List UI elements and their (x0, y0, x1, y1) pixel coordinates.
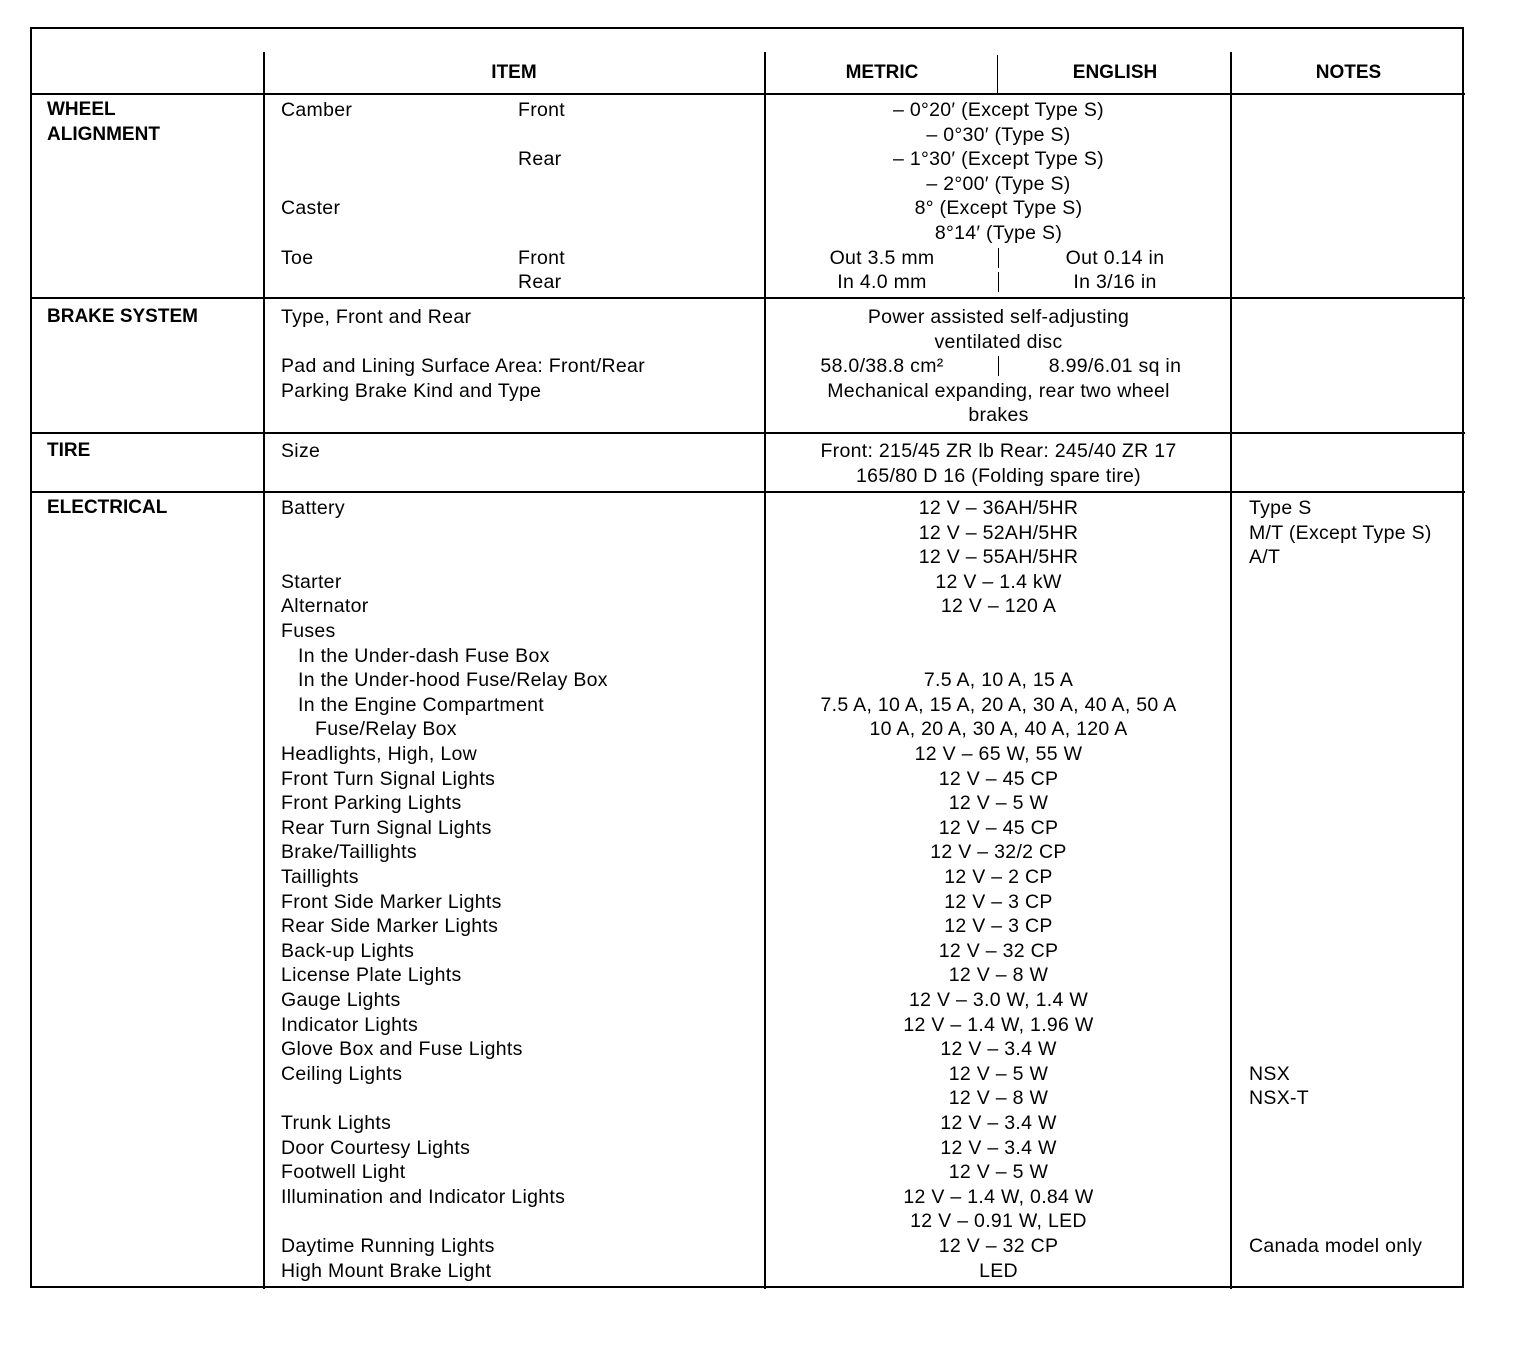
item-position: Front (518, 246, 566, 269)
header-metric: METRIC (845, 62, 919, 83)
spec-value: 12 V – 2 CP (944, 866, 1053, 888)
item-label: Rear Turn Signal Lights (281, 816, 492, 839)
spec-value: 12 V – 55AH/5HR (918, 546, 1079, 569)
table-row (0, 354, 1536, 379)
header-divider (30, 93, 1465, 95)
item-position: Rear (518, 271, 562, 294)
spec-value: 12 V – 32 CP (938, 939, 1059, 962)
table-row (0, 988, 1536, 1013)
table-row (0, 98, 1536, 123)
spec-value: 165/80 D 16 (Folding spare tire) (856, 464, 1141, 487)
table-row (0, 1259, 1536, 1284)
item-label: Taillights (281, 866, 359, 888)
item-label: Fuses (281, 620, 336, 642)
item-label: License Plate Lights (281, 964, 462, 987)
item-position: Rear (518, 148, 562, 171)
item-label: Caster (281, 197, 341, 220)
spec-value: 8° (Except Type S) (914, 197, 1083, 220)
spec-value: 12 V – 3.4 W (940, 1038, 1057, 1061)
table-row (0, 379, 1536, 404)
item-label: Footwell Light (281, 1161, 406, 1184)
table-row (0, 545, 1536, 570)
item-label: Brake/Taillights (281, 841, 417, 864)
item-label: Front Turn Signal Lights (281, 767, 496, 790)
table-row (0, 1086, 1536, 1111)
table-row (0, 1037, 1536, 1062)
spec-value: 10 A, 20 A, 30 A, 40 A, 120 A (869, 718, 1128, 741)
note-text: NSX-T (1249, 1087, 1309, 1110)
table-row (0, 1062, 1536, 1087)
table-row (0, 221, 1536, 246)
table-row (0, 1209, 1536, 1234)
table-row (0, 1185, 1536, 1210)
section-divider (30, 432, 1465, 434)
spec-value: 12 V – 3.4 W (940, 1136, 1057, 1159)
item-label: Battery (281, 497, 345, 519)
spec-value: 12 V – 52AH/5HR (918, 521, 1079, 544)
table-row (0, 668, 1536, 693)
table-row (0, 172, 1536, 197)
spec-value: 12 V – 1.4 W, 1.96 W (903, 1013, 1094, 1036)
item-label: Toe (281, 246, 314, 269)
item-label: Gauge Lights (281, 989, 401, 1011)
item-position: Front (518, 99, 566, 121)
table-row (0, 1234, 1536, 1259)
header-notes: NOTES (1315, 62, 1382, 83)
item-label: Camber (281, 99, 353, 121)
item-label: Headlights, High, Low (281, 743, 477, 765)
item-label: Rear Side Marker Lights (281, 915, 499, 938)
spec-value: 12 V – 0.91 W, LED (910, 1210, 1087, 1233)
section-label: ELECTRICAL (47, 497, 168, 518)
table-row (0, 742, 1536, 767)
item-label: In the Engine Compartment (298, 693, 544, 716)
spec-value: – 0°30′ (Type S) (926, 123, 1071, 146)
note-text: A/T (1249, 546, 1281, 569)
spec-value: – 2°00′ (Type S) (926, 172, 1071, 195)
item-label: Daytime Running Lights (281, 1235, 495, 1257)
spec-value: – 0°20′ (Except Type S) (893, 99, 1104, 121)
item-label: Indicator Lights (281, 1013, 419, 1036)
spec-value: Front: 215/45 ZR lb Rear: 245/40 ZR 17 (820, 440, 1177, 462)
item-label: Back-up Lights (281, 939, 415, 962)
item-label: Fuse/Relay Box (315, 718, 457, 741)
item-label: In the Under-dash Fuse Box (298, 644, 550, 667)
table-row (0, 123, 1536, 148)
table-row (0, 644, 1536, 669)
section-divider (30, 491, 1465, 493)
spec-value: 12 V – 3.0 W, 1.4 W (908, 989, 1089, 1011)
spec-value: 12 V – 8 W (948, 964, 1049, 987)
spec-value: 12 V – 5 W (948, 1062, 1049, 1085)
table-row (0, 816, 1536, 841)
item-label: Type, Front and Rear (281, 306, 472, 328)
table-row (0, 1136, 1536, 1161)
spec-value: 12 V – 1.4 W, 0.84 W (903, 1185, 1094, 1208)
spec-value: 12 V – 45 CP (938, 816, 1059, 839)
item-label: Illumination and Indicator Lights (281, 1185, 566, 1208)
item-label: Size (281, 440, 321, 462)
spec-value: 7.5 A, 10 A, 15 A, 20 A, 30 A, 40 A, 50 A (820, 693, 1177, 716)
table-row (0, 693, 1536, 718)
table-row (0, 1013, 1536, 1038)
english-value: In 3/16 in (1073, 271, 1157, 294)
spec-value: 12 V – 45 CP (938, 767, 1059, 790)
table-row (0, 196, 1536, 221)
table-row (0, 147, 1536, 172)
section-label: WHEEL (47, 99, 116, 120)
note-text: M/T (Except Type S) (1249, 521, 1432, 544)
spec-value: 12 V – 3.4 W (940, 1112, 1057, 1134)
spec-value: 12 V – 5 W (948, 1161, 1049, 1184)
table-row (0, 1160, 1536, 1185)
item-label: Ceiling Lights (281, 1062, 403, 1085)
item-label: High Mount Brake Light (281, 1259, 492, 1282)
table-row (0, 521, 1536, 546)
spec-value: brakes (968, 404, 1029, 427)
table-row (0, 464, 1536, 489)
spec-value: Power assisted self-adjusting (867, 306, 1130, 328)
table-row (0, 890, 1536, 915)
spec-value: – 1°30′ (Except Type S) (893, 148, 1104, 171)
spec-value: 12 V – 3 CP (944, 890, 1053, 913)
english-value: Out 0.14 in (1065, 246, 1165, 269)
item-label: Alternator (281, 595, 369, 618)
item-label: Front Parking Lights (281, 792, 462, 815)
note-text: Canada model only (1249, 1235, 1423, 1257)
table-row (0, 717, 1536, 742)
table-row (0, 330, 1536, 355)
section-label: TIRE (47, 440, 91, 461)
note-text: NSX (1249, 1062, 1290, 1085)
table-row (0, 840, 1536, 865)
item-label: Starter (281, 570, 342, 593)
spec-value: 12 V – 32/2 CP (930, 841, 1067, 864)
table-row (0, 619, 1536, 644)
table-row (0, 246, 1536, 271)
item-label: Door Courtesy Lights (281, 1136, 471, 1159)
header-item: ITEM (491, 62, 537, 83)
note-text: Type S (1249, 497, 1312, 519)
spec-value: 12 V – 36AH/5HR (918, 497, 1079, 519)
header-english: ENGLISH (1072, 62, 1158, 83)
spec-value: 12 V – 5 W (948, 792, 1049, 815)
spec-value: Mechanical expanding, rear two wheel (827, 379, 1170, 402)
spec-value: 7.5 A, 10 A, 15 A (923, 669, 1074, 692)
item-label: Trunk Lights (281, 1112, 392, 1134)
section-divider (30, 297, 1465, 299)
item-label: Glove Box and Fuse Lights (281, 1038, 523, 1061)
table-row (0, 594, 1536, 619)
spec-value: 12 V – 32 CP (938, 1235, 1059, 1257)
table-row (0, 270, 1536, 295)
item-label: Pad and Lining Surface Area: Front/Rear (281, 355, 645, 378)
table-row (0, 914, 1536, 939)
table-row (0, 1111, 1536, 1136)
metric-value: 58.0/38.8 cm² (820, 355, 944, 378)
item-label: Front Side Marker Lights (281, 890, 502, 913)
spec-value: 8°14′ (Type S) (934, 222, 1063, 244)
table-row (0, 496, 1536, 521)
spec-value: 12 V – 3 CP (944, 915, 1053, 938)
table-row (0, 767, 1536, 792)
metric-value: Out 3.5 mm (829, 246, 935, 269)
table-row (0, 403, 1536, 428)
section-label: ALIGNMENT (47, 123, 160, 145)
table-row (0, 439, 1536, 464)
item-label: In the Under-hood Fuse/Relay Box (298, 669, 608, 692)
english-value: 8.99/6.01 sq in (1048, 355, 1182, 378)
spec-value: 12 V – 120 A (940, 595, 1057, 618)
table-row (0, 963, 1536, 988)
table-row (0, 791, 1536, 816)
spec-value: 12 V – 1.4 kW (935, 570, 1062, 593)
metric-value: In 4.0 mm (837, 271, 927, 294)
table-row (0, 305, 1536, 330)
table-row (0, 939, 1536, 964)
table-row (0, 570, 1536, 595)
spec-value: ventilated disc (934, 330, 1063, 353)
spec-value: LED (979, 1259, 1018, 1282)
spec-value: 12 V – 8 W (948, 1087, 1049, 1110)
spec-value: 12 V – 65 W, 55 W (914, 743, 1083, 765)
item-label: Parking Brake Kind and Type (281, 379, 542, 402)
table-row (0, 865, 1536, 890)
section-label: BRAKE SYSTEM (47, 306, 198, 327)
